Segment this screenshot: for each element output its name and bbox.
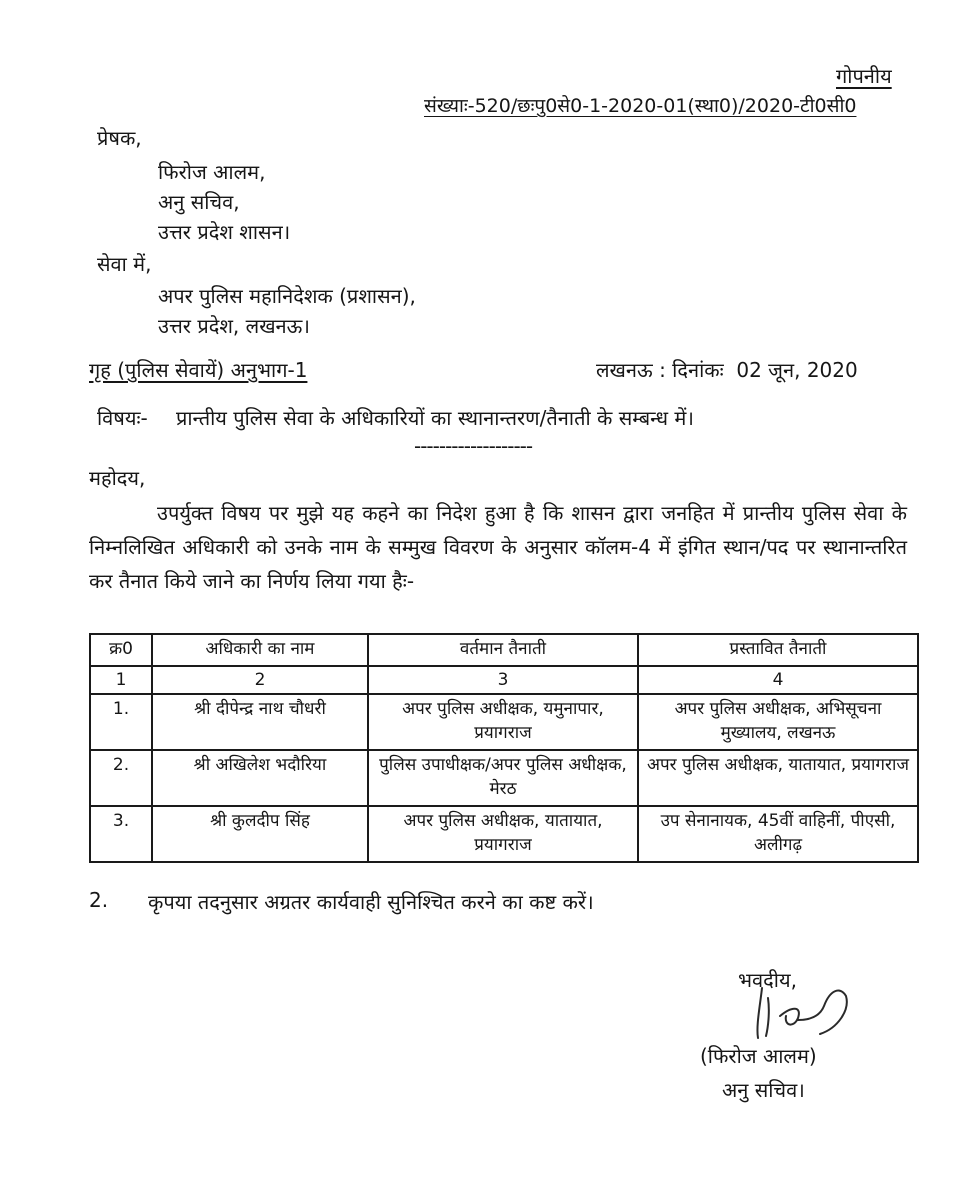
- column-number: 4: [638, 666, 918, 694]
- salutation: महोदय,: [89, 466, 146, 490]
- sender-name: फिरोज आलम,: [158, 160, 266, 184]
- place-date: लखनऊ : दिनांकः 02 जून, 2020: [596, 358, 858, 382]
- subject-text: प्रान्तीय पुलिस सेवा के अधिकारियों का स्थानान्तरण/तैनाती के सम्बन्ध में।: [176, 406, 694, 430]
- table-header-row: [90, 634, 918, 666]
- point-2-number: 2.: [89, 888, 109, 912]
- row-officer-name: श्री अखिलेश भदौरिया: [152, 750, 368, 806]
- row-serial: 2.: [90, 750, 152, 806]
- subject-label: विषयः-: [97, 406, 148, 430]
- row-proposed-posting: उप सेनानायक, 45वीं वाहिनीं, पीएसी, अलीगढ़: [638, 806, 918, 862]
- table-row: [90, 750, 918, 806]
- table-row: [90, 806, 918, 862]
- sender-label: प्रेषक,: [97, 126, 142, 150]
- row-current-posting: अपर पुलिस अधीक्षक, यातायात, प्रयागराज: [368, 806, 638, 862]
- column-number: 1: [90, 666, 152, 694]
- column-number: 2: [152, 666, 368, 694]
- header-proposed-posting: प्रस्तावित तैनाती: [638, 634, 918, 666]
- handwritten-signature: [740, 976, 860, 1046]
- sender-designation: अनु सचिव,: [158, 190, 240, 214]
- table-row: [90, 694, 918, 750]
- recipient-designation: अपर पुलिस महानिदेशक (प्रशासन),: [158, 284, 416, 308]
- row-proposed-posting: अपर पुलिस अधीक्षक, यातायात, प्रयागराज: [638, 750, 918, 806]
- posting-table: [89, 633, 919, 863]
- row-officer-name: श्री कुलदीप सिंह: [152, 806, 368, 862]
- valediction: भवदीय,: [738, 968, 797, 992]
- classification-label: गोपनीय: [836, 64, 892, 88]
- row-serial: 1.: [90, 694, 152, 750]
- header-serial: क्र0: [90, 634, 152, 666]
- header-officer-name: अधिकारी का नाम: [152, 634, 368, 666]
- column-number: 3: [368, 666, 638, 694]
- recipient-label: सेवा में,: [97, 252, 152, 276]
- row-current-posting: पुलिस उपाधीक्षक/अपर पुलिस अधीक्षक, मेरठ: [368, 750, 638, 806]
- sender-office: उत्तर प्रदेश शासन।: [158, 220, 291, 244]
- point-2-text: कृपया तदनुसार अग्रतर कार्यवाही सुनिश्चित करने का कष्ट करें।: [148, 890, 594, 914]
- subject-divider: -------------------: [414, 434, 533, 458]
- row-current-posting: अपर पुलिस अधीक्षक, यमुनापार, प्रयागराज: [368, 694, 638, 750]
- reference-number: संख्याः-520/छःपु0से0-1-2020-01(स्था0)/2020-टी0सी0: [424, 95, 857, 117]
- signatory-name: (फिरोज आलम): [700, 1044, 817, 1068]
- column-number-row: [90, 666, 918, 694]
- row-proposed-posting: अपर पुलिस अधीक्षक, अभिसूचना मुख्यालय, लखनऊ: [638, 694, 918, 750]
- body-paragraph: उपर्युक्त विषय पर मुझे यह कहने का निदेश हुआ है कि शासन द्वारा जनहित में प्रान्तीय पुलिस सेवा के निम्नलिखित अधिकारी को उनके नाम के सम्मुख विवरण के अनुसार कॉलम-4 में इंगित स्थान/पद पर स्थानान्तरित कर तैनात किये जाने का निर्णय लिया गया हैः-: [89, 501, 907, 593]
- row-serial: 3.: [90, 806, 152, 862]
- recipient-place: उत्तर प्रदेश, लखनऊ।: [158, 314, 310, 338]
- header-current-posting: वर्तमान तैनाती: [368, 634, 638, 666]
- department-section: गृह (पुलिस सेवायें) अनुभाग-1: [89, 358, 308, 382]
- signatory-designation: अनु सचिव।: [722, 1078, 805, 1102]
- row-officer-name: श्री दीपेन्द्र नाथ चौधरी: [152, 694, 368, 750]
